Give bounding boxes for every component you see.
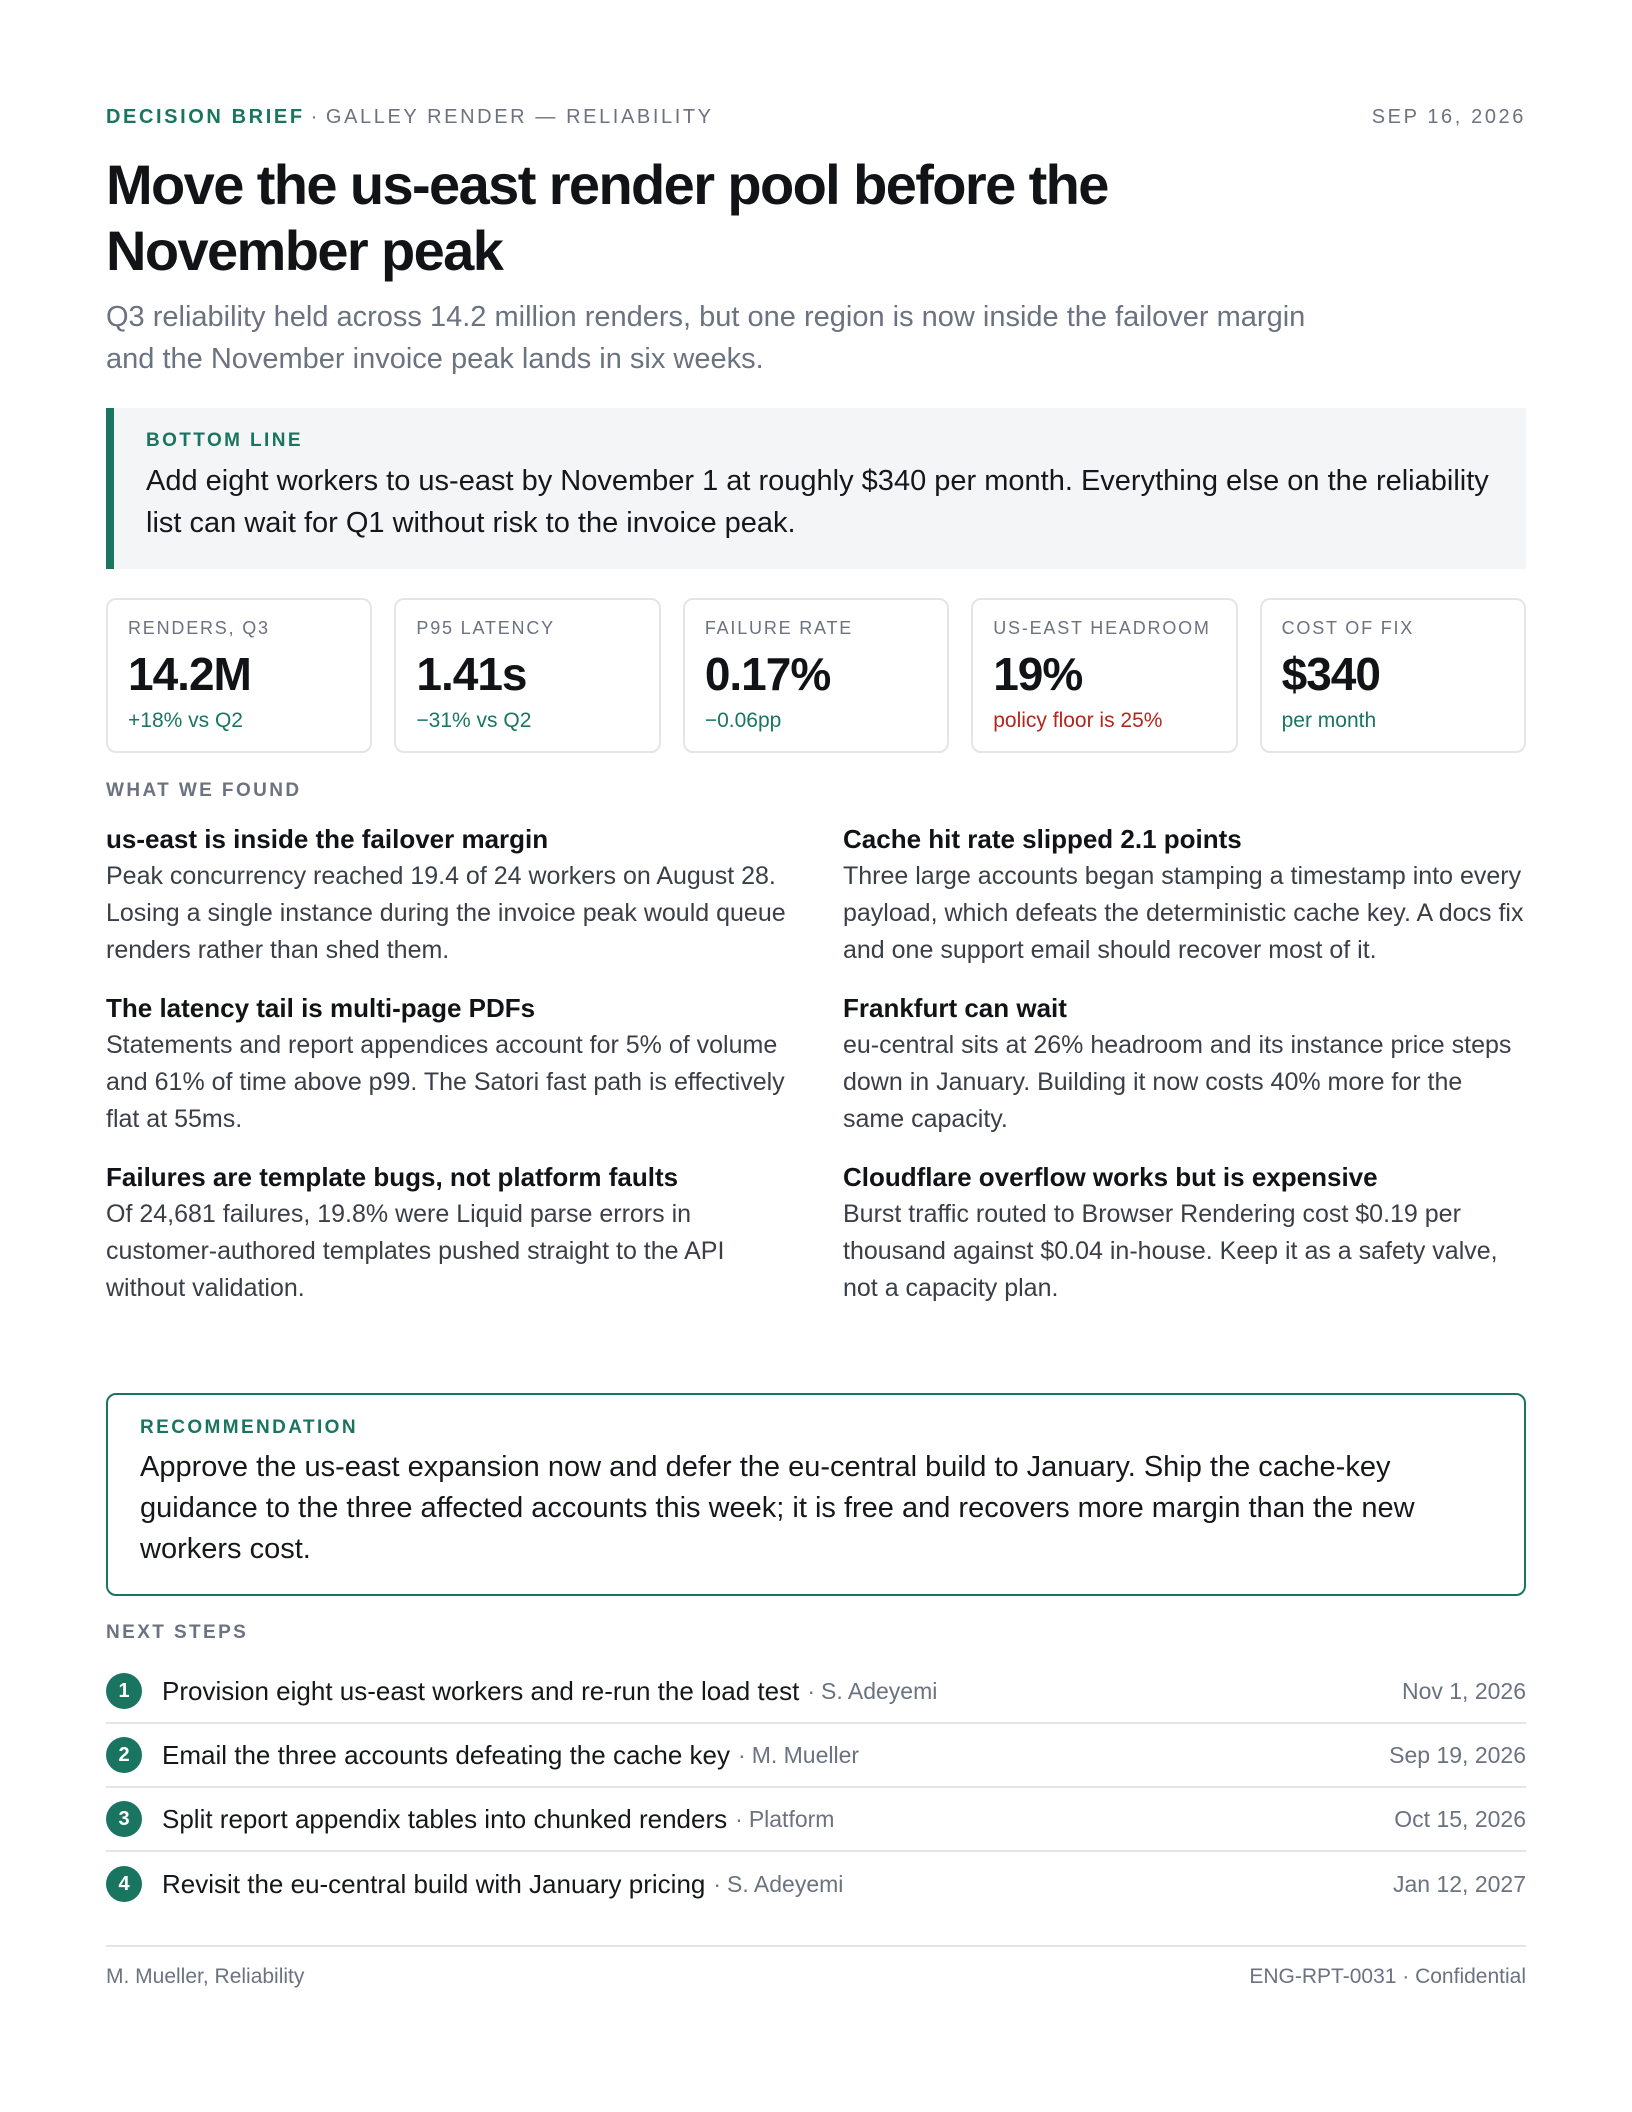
metric-label: US-EAST HEADROOM	[993, 618, 1211, 638]
finding-item	[106, 989, 789, 1138]
metric-value: 14.2M	[128, 648, 251, 700]
metric-note: policy floor is 25%	[993, 709, 1163, 732]
bottom-line-callout	[106, 408, 1526, 569]
step-owner: Platform	[748, 1805, 835, 1832]
metric-note: −31% vs Q2	[416, 709, 532, 732]
metric-card-cost-of-fix	[1260, 598, 1526, 753]
recommendation-text: Approve the us-east expansion now and defer the eu-central build to January. Ship the cache-key guidance to the three affected accounts this week; it is free and recovers more margin than the new workers cost.	[140, 1451, 1415, 1565]
step-text: Revisit the eu-central build with January pricing	[162, 1868, 706, 1899]
bottom-line-label: BOTTOM LINE	[146, 430, 303, 451]
metric-value: 19%	[993, 648, 1083, 700]
findings-grid	[106, 820, 1526, 1327]
step-separator: ·	[738, 1741, 746, 1768]
step-number-badge: 4	[106, 1866, 142, 1902]
step-number-badge: 2	[106, 1737, 142, 1773]
findings-left-column	[106, 820, 789, 1327]
step-owner: M. Mueller	[751, 1741, 860, 1768]
findings-right-column	[843, 820, 1526, 1327]
finding-title: Cache hit rate slipped 2.1 points	[843, 824, 1242, 854]
step-separator: ·	[735, 1805, 743, 1832]
finding-body: Statements and report appendices account for 5% of volume and 61% of time above p99. The Satori fast path is effectively flat at 55ms.	[106, 1031, 785, 1133]
step-date: Jan 12, 2027	[1392, 1870, 1526, 1897]
step-number-badge: 1	[106, 1673, 142, 1709]
metric-value: 0.17%	[704, 648, 831, 700]
metric-label: COST OF FIX	[1281, 618, 1415, 638]
metric-value: 1.41s	[416, 648, 527, 700]
step-date: Sep 19, 2026	[1389, 1741, 1526, 1768]
page-subtitle: Q3 reliability held across 14.2 million renders, but one region is now inside the failover margin and the November invoice peak lands in six weeks.	[106, 301, 1306, 375]
finding-title: The latency tail is multi-page PDFs	[106, 993, 536, 1023]
step-text: Email the three accounts defeating the cache key	[162, 1739, 731, 1770]
finding-body: eu-central sits at 26% headroom and its instance price steps down in January. Building it now costs 40% more for the same capacity.	[843, 1031, 1512, 1133]
brief-date: SEP 16, 2026	[1371, 106, 1526, 128]
metric-cards	[106, 598, 1526, 753]
step-separator: ·	[713, 1870, 722, 1897]
list-item	[106, 1852, 1526, 1916]
finding-body: Of 24,681 failures, 19.8% were Liquid parse errors in customer-authored templates pushed straight to the API without validation.	[106, 1200, 725, 1302]
decision-brief-page	[106, 0, 1526, 2112]
findings-section-label: WHAT WE FOUND	[106, 780, 302, 801]
step-separator: ·	[807, 1677, 815, 1704]
finding-body: Burst traffic routed to Browser Rendering cost $0.19 per thousand against $0.04 in-house. Keep it as a safety valve, not a capacity plan.	[843, 1200, 1498, 1302]
metric-value: $340	[1281, 648, 1380, 700]
finding-title: Cloudflare overflow works but is expensive	[843, 1162, 1378, 1192]
bottom-line-text: Add eight workers to us-east by November 1 at roughly $340 per month. Everything else on the reliability list can wait for Q1 without risk to the invoice peak.	[146, 465, 1489, 539]
finding-title: Frankfurt can wait	[843, 993, 1067, 1023]
finding-item	[843, 989, 1526, 1138]
list-item	[106, 1660, 1526, 1724]
finding-title: Failures are template bugs, not platform faults	[106, 1162, 679, 1192]
page-footer	[106, 1945, 1526, 1989]
eyebrow-left	[106, 106, 714, 129]
metric-card-p95-latency	[394, 598, 660, 753]
brief-label: DECISION BRIEF	[106, 106, 305, 128]
finding-item	[843, 1158, 1526, 1307]
finding-body: Three large accounts began stamping a timestamp into every payload, which defeats the deterministic cache key. A docs fix and one support email should recover most of it.	[843, 862, 1524, 964]
list-item	[106, 1724, 1526, 1788]
finding-item	[106, 820, 789, 969]
metric-note: +18% vs Q2	[128, 709, 243, 732]
metric-label: RENDERS, Q3	[128, 618, 270, 638]
finding-title: us-east is inside the failover margin	[106, 824, 549, 854]
next-steps-label: NEXT STEPS	[106, 1622, 249, 1643]
next-steps-list	[106, 1660, 1526, 1916]
metric-card-renders	[106, 598, 372, 753]
brief-subject: GALLEY RENDER — RELIABILITY	[325, 106, 714, 128]
finding-item	[843, 820, 1526, 969]
metric-label: P95 LATENCY	[416, 618, 555, 638]
metric-card-us-east-headroom	[971, 598, 1237, 753]
step-text: Provision eight us-east workers and re-run the load test	[162, 1675, 800, 1706]
page-title: Move the us-east render pool before the November peak	[106, 153, 1108, 282]
step-owner: S. Adeyemi	[821, 1677, 938, 1704]
step-owner: S. Adeyemi	[727, 1870, 844, 1897]
eyebrow-row	[106, 106, 1526, 129]
eyebrow-separator: ·	[310, 106, 320, 128]
recommendation-callout	[106, 1393, 1526, 1596]
finding-body: Peak concurrency reached 19.4 of 24 workers on August 28. Losing a single instance during the invoice peak would queue renders rather than shed them.	[106, 862, 786, 964]
step-date: Nov 1, 2026	[1401, 1677, 1526, 1704]
step-date: Oct 15, 2026	[1394, 1805, 1526, 1832]
recommendation-label: RECOMMENDATION	[140, 1417, 358, 1438]
metric-label: FAILURE RATE	[704, 618, 854, 638]
step-text: Split report appendix tables into chunked renders	[162, 1803, 728, 1834]
step-number-badge: 3	[106, 1801, 142, 1837]
metric-note: per month	[1281, 709, 1377, 732]
footer-doc-id: ENG-RPT-0031 · Confidential	[1249, 1965, 1526, 1988]
finding-item	[106, 1158, 789, 1307]
footer-author: M. Mueller, Reliability	[106, 1965, 305, 1988]
metric-card-failure-rate	[683, 598, 949, 753]
list-item	[106, 1788, 1526, 1852]
metric-note: −0.06pp	[704, 709, 782, 732]
